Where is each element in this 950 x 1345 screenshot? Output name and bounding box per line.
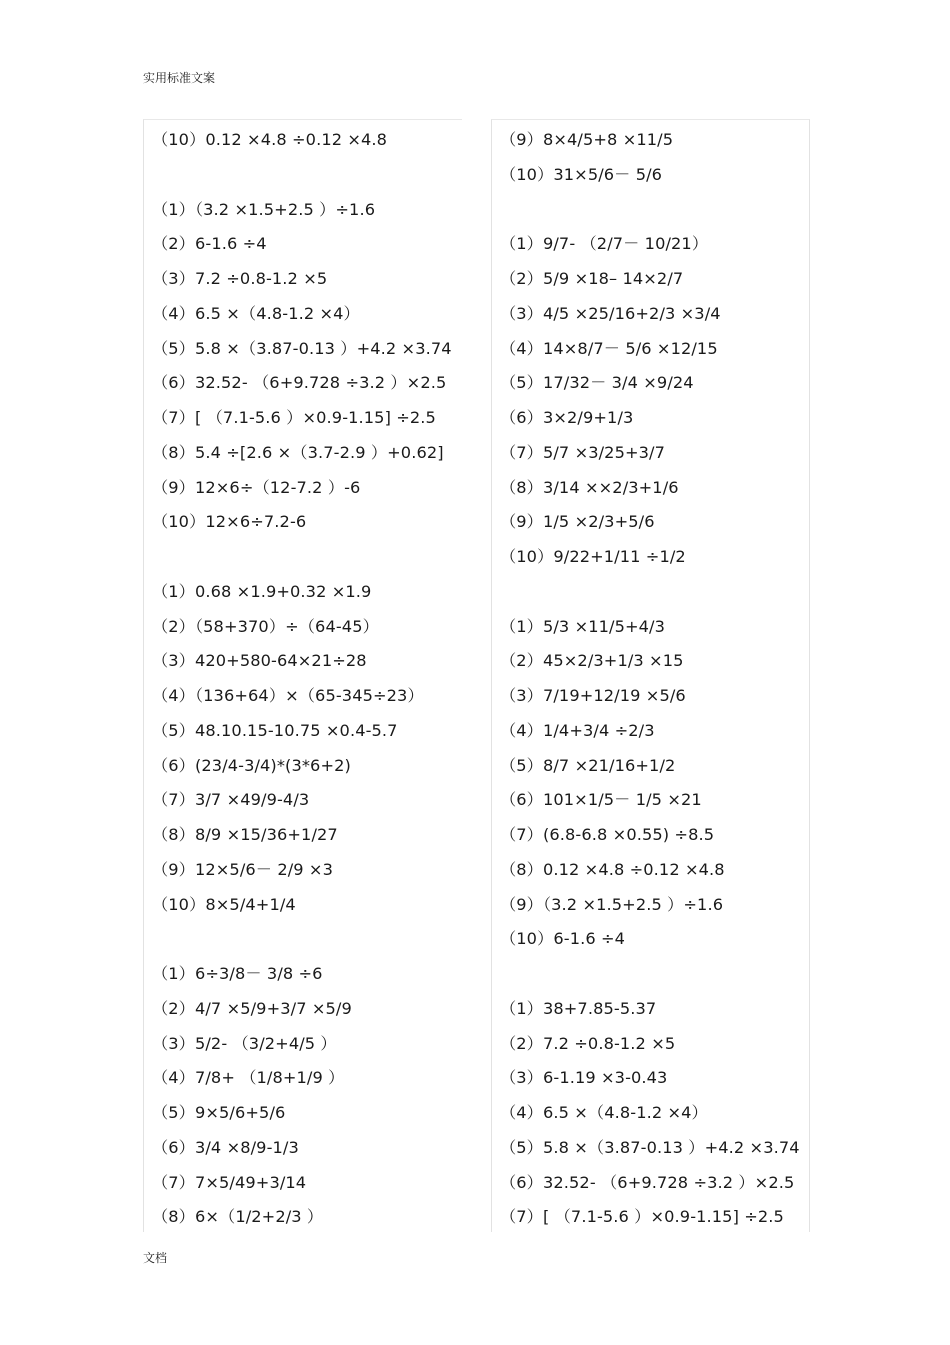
exercise-line: （8）0.12 ×4.8 ÷0.12 ×4.8 — [500, 859, 725, 879]
exercise-line: （10）6-1.6 ÷4 — [500, 929, 626, 949]
right-exercise-column — [491, 119, 810, 1232]
exercise-line: （1）5/3 ×11/5+4/3 — [500, 616, 666, 636]
exercise-line: （6）32.52- （6+9.728 ÷3.2 ）×2.5 — [500, 1172, 795, 1192]
exercise-line: （3）7.2 ÷0.8-1.2 ×5 — [152, 269, 328, 288]
exercise-line: （10）0.12 ×4.8 ÷0.12 ×4.8 — [152, 130, 388, 149]
exercise-line: （1）38+7.85-5.37 — [500, 998, 657, 1018]
exercise-line: （2）6-1.6 ÷4 — [152, 234, 267, 254]
exercise-line: （4）6.5 ×（4.8-1.2 ×4） — [500, 1103, 708, 1122]
exercise-line: （4）6.5 ×（4.8-1.2 ×4） — [152, 303, 360, 323]
exercise-line: （1）9/7- （2/7－ 10/21） — [500, 234, 709, 254]
exercise-line: （10）31×5/6－ 5/6 — [500, 164, 663, 184]
exercise-line: （5）17/32－ 3/4 ×9/24 — [500, 373, 694, 393]
exercise-line: （10）12×6÷7.2-6 — [152, 512, 307, 532]
exercise-line: （8）5.4 ÷[2.6 ×（3.7-2.9 ）+0.62] — [152, 442, 444, 462]
exercise-line: （4）1/4+3/4 ÷2/3 — [500, 720, 655, 740]
exercise-line: （2）4/7 ×5/9+3/7 ×5/9 — [152, 998, 352, 1018]
exercise-line: （7）(6.8-6.8 ×0.55) ÷8.5 — [500, 825, 715, 844]
exercise-line: （5）9×5/6+5/6 — [152, 1103, 286, 1122]
exercise-line: （5）5.8 ×（3.87-0.13 ）+4.2 ×3.74 — [500, 1137, 800, 1157]
exercise-line: （4）（136+64）×（65-345÷23） — [152, 686, 424, 705]
exercise-line: （7）[ （7.1-5.6 ）×0.9-1.15] ÷2.5 — [500, 1207, 784, 1227]
exercise-line: （4）14×8/7－ 5/6 ×12/15 — [500, 338, 718, 358]
exercise-line: （6）101×1/5－ 1/5 ×21 — [500, 790, 702, 810]
exercise-line: （8）8/9 ×15/36+1/27 — [152, 825, 338, 844]
exercise-line: （4）7/8+ （1/8+1/9 ） — [152, 1068, 345, 1088]
exercise-line: （1）0.68 ×1.9+0.32 ×1.9 — [152, 581, 372, 601]
exercise-line: （2）（58+370）÷（64-45） — [152, 616, 379, 636]
exercise-line: （9）8×4/5+8 ×11/5 — [500, 130, 674, 149]
exercise-line: （8）3/14 ××2/3+1/6 — [500, 477, 679, 497]
exercise-line: （2）45×2/3+1/3 ×15 — [500, 651, 684, 671]
exercise-line: （6）(23/4-3/4)*(3*6+2) — [152, 755, 351, 775]
exercise-line: （9）12×5/6－ 2/9 ×3 — [152, 859, 333, 879]
exercise-line: （6）3/4 ×8/9-1/3 — [152, 1137, 299, 1157]
page-header: 实用标准文案 — [143, 71, 216, 85]
exercise-line: （7）3/7 ×49/9-4/3 — [152, 790, 310, 810]
exercise-line: （7）5/7 ×3/25+3/7 — [500, 442, 666, 462]
exercise-line: （10）8×5/4+1/4 — [152, 894, 296, 914]
exercise-line: （9）12×6÷（12-7.2 ）-6 — [152, 477, 361, 497]
exercise-line: （7）[ （7.1-5.6 ）×0.9-1.15] ÷2.5 — [152, 408, 436, 427]
exercise-line: （7）7×5/49+3/14 — [152, 1172, 307, 1192]
exercise-line: （5）48.10.15-10.75 ×0.4-5.7 — [152, 720, 398, 740]
exercise-line: （3）420+580-64×21÷28 — [152, 651, 367, 671]
exercise-line: （8）6×（1/2+2/3 ） — [152, 1207, 324, 1227]
exercise-line: （6）3×2/9+1/3 — [500, 408, 634, 427]
exercise-line: （5）8/7 ×21/16+1/2 — [500, 755, 676, 775]
exercise-line: （2）7.2 ÷0.8-1.2 ×5 — [500, 1033, 676, 1053]
exercise-line: （9）1/5 ×2/3+5/6 — [500, 512, 655, 532]
exercise-line: （1）（3.2 ×1.5+2.5 ）÷1.6 — [152, 199, 376, 219]
exercise-line: （5）5.8 ×（3.87-0.13 ）+4.2 ×3.74 — [152, 338, 452, 358]
left-exercise-column — [143, 119, 462, 1232]
exercise-line: （6）32.52- （6+9.728 ÷3.2 ）×2.5 — [152, 373, 447, 393]
exercise-line: （3）7/19+12/19 ×5/6 — [500, 686, 686, 705]
exercise-line: （3）5/2- （3/2+4/5 ） — [152, 1033, 337, 1053]
exercise-line: （9）（3.2 ×1.5+2.5 ）÷1.6 — [500, 894, 724, 914]
exercise-line: （10）9/22+1/11 ÷1/2 — [500, 547, 686, 566]
exercise-line: （1）6÷3/8－ 3/8 ÷6 — [152, 964, 323, 983]
exercise-line: （2）5/9 ×18– 14×2/7 — [500, 269, 684, 288]
page-footer: 文档 — [143, 1251, 168, 1265]
exercise-line: （3）6-1.19 ×3-0.43 — [500, 1068, 668, 1088]
exercise-line: （3）4/5 ×25/16+2/3 ×3/4 — [500, 303, 721, 323]
